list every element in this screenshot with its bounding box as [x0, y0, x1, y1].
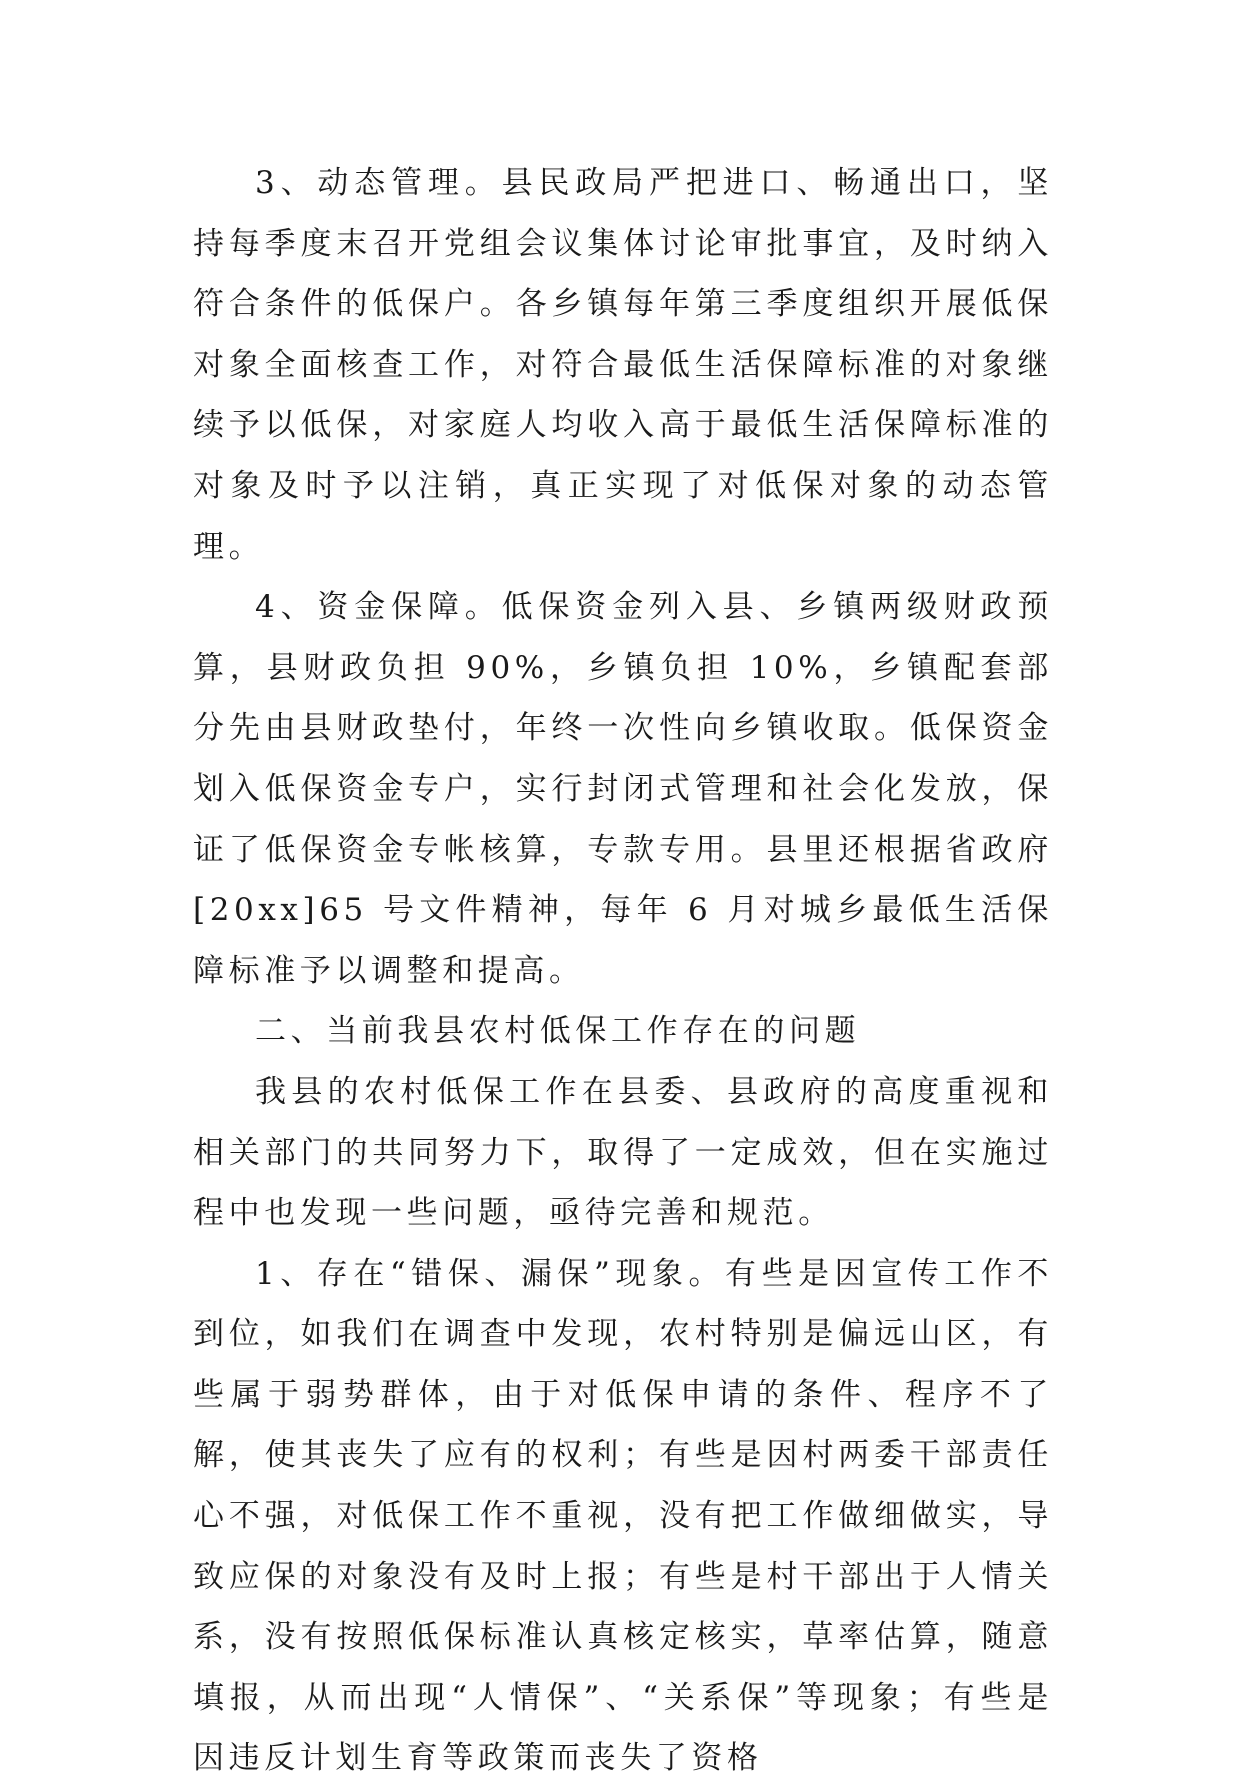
paragraph-dynamic-management: 3、动态管理。县民政局严把进口、畅通出口，坚持每季度末召开党组会议集体讨论审批事宜，及时纳入符合条件的低保户。各乡镇每年第三季度组织开展低保对象全面核查工作，对符合最低生活保障标准的对象继续予以低保，对家庭人均收入高于最低生活保障标准的对象及时予以注销，真正实现了对低保对象的动态管理。 [193, 165, 1053, 565]
document-body [193, 153, 1053, 1789]
section-heading-problems: 二、当前我县农村低保工作存在的问题 [255, 1013, 861, 1050]
paragraph-fund-guarantee: 4、资金保障。低保资金列入县、乡镇两级财政预算，县财政负担 90%，乡镇负担 10%，乡镇配套部分先由县财政垫付，年终一次性向乡镇收取。低保资金划入低保资金专户，实行封闭式管理和社会化发放，保证了低保资金专帐核算，专款专用。县里还根据省政府[20xx]65 号文件精神，每年 6 月对城乡最低生活保障标准予以调整和提高。 [193, 589, 1053, 989]
paragraph-wrong-missing-coverage: 1、存在“错保、漏保”现象。有些是因宣传工作不到位，如我们在调查中发现，农村特别是偏远山区，有些属于弱势群体，由于对低保申请的条件、程序不了解，使其丧失了应有的权利；有些是因村两委干部责任心不强，对低保工作不重视，没有把工作做细做实，导致应保的对象没有及时上报；有些是村干部出于人情关系，没有按照低保标准认真核定核实，草率估算，随意填报，从而出现“人情保”、“关系保”等现象；有些是因违反计划生育等政策而丧失了资格 [193, 1255, 1053, 1777]
paragraph-problems-intro: 我县的农村低保工作在县委、县政府的高度重视和相关部门的共同努力下，取得了一定成效，但在实施过程中也发现一些问题，亟待完善和规范。 [193, 1073, 1053, 1232]
